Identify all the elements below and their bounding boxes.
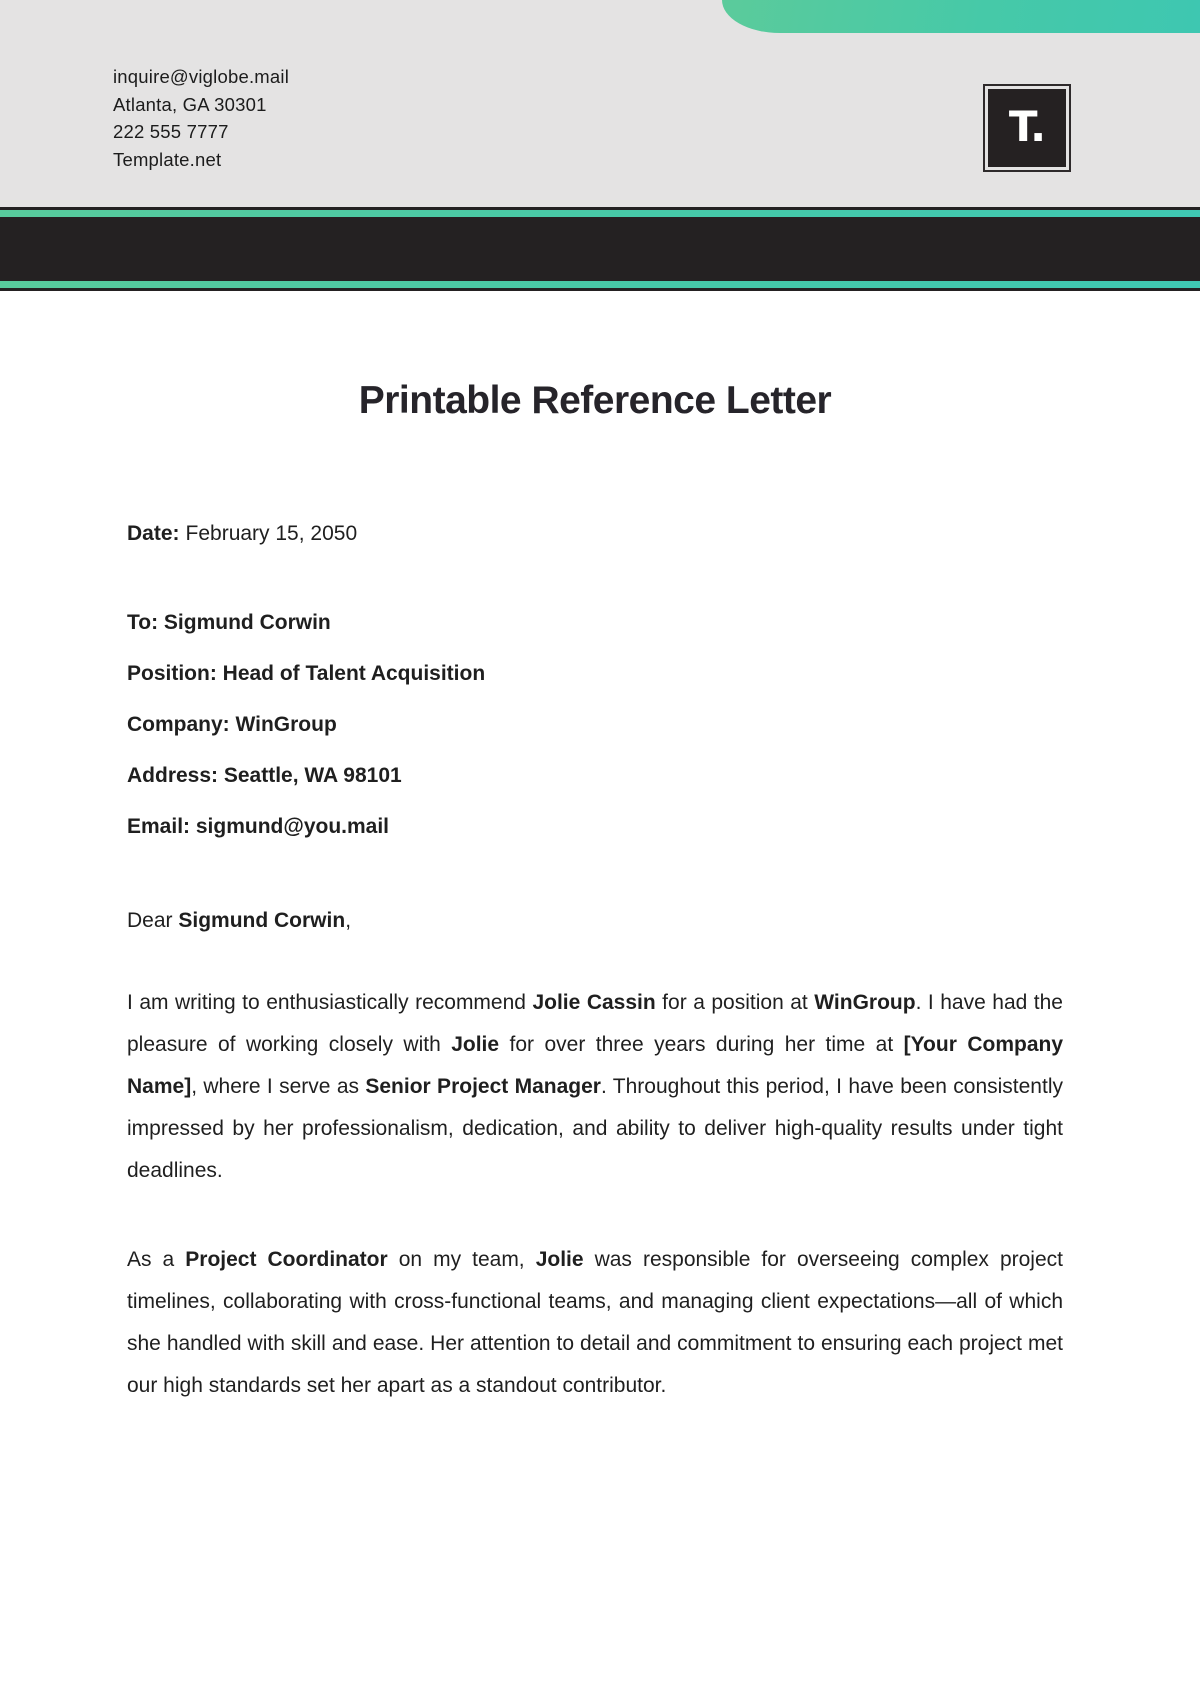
text-segment: As a (127, 1248, 186, 1271)
letterhead (0, 0, 1200, 207)
date-line (127, 520, 1063, 547)
salutation (127, 907, 1063, 934)
brand-logo-box (988, 89, 1066, 167)
text-segment: was responsible for overseeing complex project timelines, collaborating with cross-functional teams, and managing client expectations—all of which she handled with skill and ease. Her attention to detail and commitment to ensuring each project met our high standards set her apart as a standout contributor. (127, 1248, 1063, 1397)
brand-logo-letter: T. (1008, 101, 1046, 151)
text-segment: , where I serve as (191, 1075, 366, 1098)
divider-stripe-top (0, 210, 1200, 217)
divider-band (0, 207, 1200, 291)
your-company-placeholder: [Your Company Name] (127, 1033, 1064, 1098)
contact-website: Template.net (113, 148, 222, 170)
contact-email: inquire@viglobe.mail (113, 66, 290, 87)
writer-title: Senior Project Manager (365, 1075, 601, 1098)
recipient-line-email: Email: sigmund@you.mail (127, 815, 390, 838)
brand-logo (983, 84, 1071, 172)
salutation-name: Sigmund Corwin (178, 909, 346, 932)
recipient-line-position: Position: Head of Talent Acquisition (127, 662, 486, 685)
salutation-suffix: , (345, 909, 352, 932)
body-paragraph-2 (127, 1239, 1063, 1407)
candidate-name: Jolie Cassin (532, 991, 656, 1014)
text-segment: on my team, (387, 1248, 536, 1271)
letter-body (0, 378, 1200, 1407)
recipient-line-address: Address: Seattle, WA 98101 (127, 764, 402, 787)
text-segment: I am writing to enthusiastically recommend (127, 991, 533, 1014)
salutation-prefix: Dear (127, 909, 179, 932)
text-segment: . Throughout this period, I have been consistently impressed by her professionalism, dedication, and ability to deliver high-quality results under tight deadlines. (127, 1075, 1063, 1182)
contact-info (113, 63, 289, 173)
page-title: Printable Reference Letter (358, 379, 832, 422)
accent-corner-shape (722, 0, 1200, 33)
date-label: Date: (127, 522, 180, 545)
body-paragraph-1 (127, 982, 1063, 1192)
divider-stripe-bottom (0, 281, 1200, 288)
date-value: February 15, 2050 (185, 522, 358, 545)
candidate-first-name: Jolie (451, 1033, 500, 1056)
text-segment: for a position at (655, 991, 815, 1014)
text-segment: . I have had the pleasure of working closely with (127, 991, 1063, 1056)
recipient-block (127, 609, 1063, 840)
recipient-line-company: Company: WinGroup (127, 713, 337, 736)
contact-address: Atlanta, GA 30301 (113, 93, 267, 115)
candidate-role: Project Coordinator (185, 1248, 388, 1271)
candidate-first-name: Jolie (535, 1248, 584, 1271)
text-segment: for over three years during her time at (499, 1033, 904, 1056)
contact-phone: 222 555 7777 (113, 121, 229, 142)
recipient-line-to: To: Sigmund Corwin (127, 611, 331, 634)
company-name: WinGroup (814, 991, 916, 1014)
